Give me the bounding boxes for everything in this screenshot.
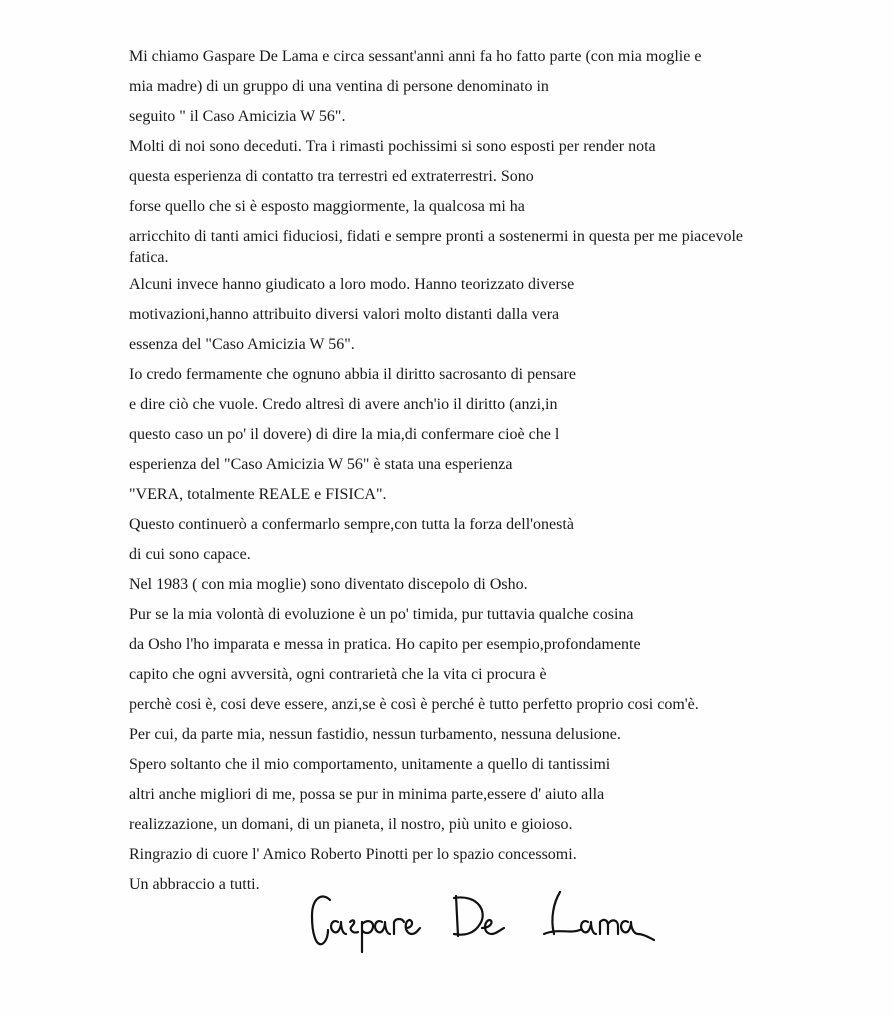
text-line: seguito " il Caso Amicizia W 56". — [129, 108, 346, 125]
text-line: Un abbraccio a tutti. — [129, 876, 260, 893]
text-line: questo caso un po' il dovere) di dire la mia,di confermare cioè che l — [129, 426, 560, 443]
text-line: da Osho l'ho imparata e messa in pratica. Ho capito per esempio,profondamente — [129, 636, 641, 653]
text-line: Spero soltanto che il mio comportamento, unitamente a quello di tantissimi — [129, 756, 611, 773]
text-line: essenza del "Caso Amicizia W 56". — [129, 336, 355, 353]
text-line: motivazioni,hanno attribuito diversi valori molto distanti dalla vera — [129, 306, 560, 323]
text-line: "VERA, totalmente REALE e FISICA". — [129, 486, 387, 503]
text-line: fatica. — [129, 249, 169, 266]
text-line: Nel 1983 ( con mia moglie) sono diventato discepolo di Osho. — [129, 576, 528, 593]
text-line: questa esperienza di contatto tra terrestri ed extraterrestri. Sono — [129, 168, 534, 185]
signature-icon — [308, 878, 668, 958]
text-line: Alcuni invece hanno giudicato a loro modo. Hanno teorizzato diverse — [129, 276, 575, 293]
text-line: capito che ogni avversità, ogni contrarietà che la vita ci procura è — [129, 666, 547, 683]
text-line: di cui sono capace. — [129, 546, 251, 563]
text-line: Questo continuerò a confermarlo sempre,con tutta la forza dell'onestà — [129, 516, 574, 533]
handwritten-signature — [308, 878, 668, 958]
text-line: Io credo fermamente che ognuno abbia il diritto sacrosanto di pensare — [129, 366, 576, 383]
text-line: e dire ciò che vuole. Credo altresì di avere anch'io il diritto (anzi,in — [129, 396, 558, 413]
text-line: realizzazione, un domani, di un pianeta, il nostro, più unito e gioioso. — [129, 816, 573, 833]
text-line: arricchito di tanti amici fiduciosi, fidati e sempre pronti a sostenermi in questa per me piacevole — [129, 228, 744, 245]
text-line: altri anche migliori di me, possa se pur in minima parte,essere d' aiuto alla — [129, 786, 605, 803]
text-line: mia madre) di un gruppo di una ventina di persone denominato in — [129, 78, 549, 95]
text-line: esperienza del "Caso Amicizia W 56" è stata una esperienza — [129, 456, 513, 473]
text-line: Per cui, da parte mia, nessun fastidio, nessun turbamento, nessuna delusione. — [129, 726, 621, 743]
text-line: Ringrazio di cuore l' Amico Roberto Pinotti per lo spazio concessomi. — [129, 846, 577, 863]
text-line: Molti di noi sono deceduti. Tra i rimasti pochissimi si sono esposti per render nota — [129, 138, 656, 155]
text-line: perchè cosi è, cosi deve essere, anzi,se è così è perché è tutto perfetto proprio cosi com'è. — [129, 696, 699, 713]
text-line: Mi chiamo Gaspare De Lama e circa sessant'anni anni fa ho fatto parte (con mia moglie e — [129, 48, 702, 65]
text-line: Pur se la mia volontà di evoluzione è un po' timida, pur tuttavia qualche cosina — [129, 606, 634, 623]
text-line: forse quello che si è esposto maggiormente, la qualcosa mi ha — [129, 198, 525, 215]
